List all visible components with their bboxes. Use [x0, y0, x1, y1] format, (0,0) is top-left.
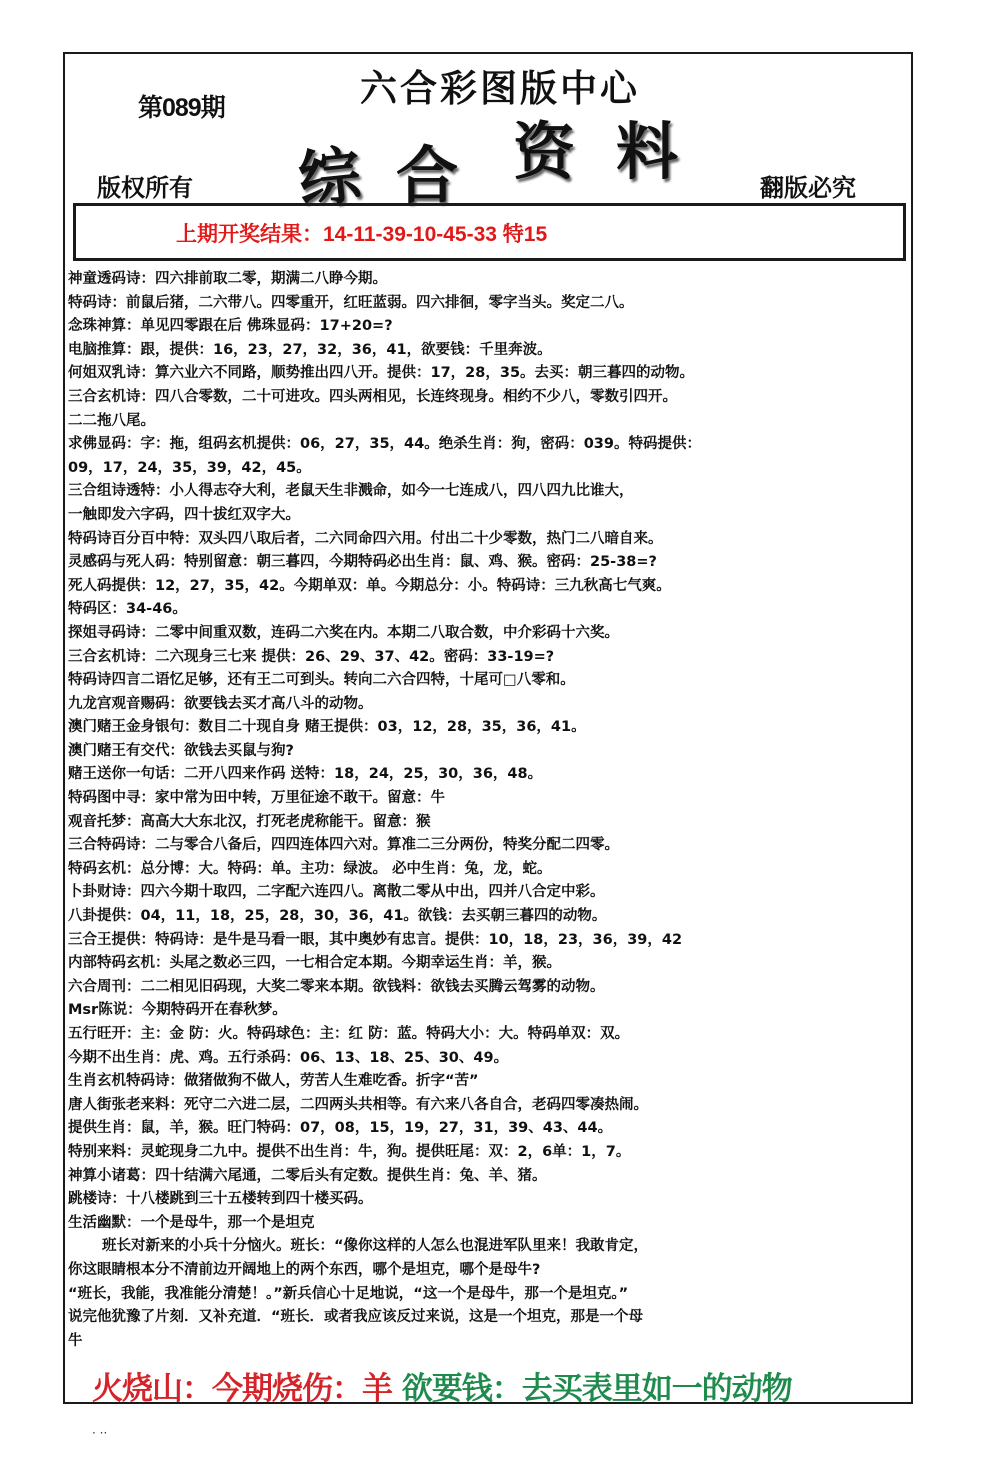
publisher-title: 六合彩图版中心: [360, 66, 640, 110]
text-line: 电脑推算：跟，提供：16，23，27，32，36，41，欲要钱：千里奔波。: [68, 341, 552, 358]
text-line: 特码图中寻：家中常为田中转，万里征途不敢干。留意：牛: [68, 790, 445, 807]
text-line: 二二拖八尾。: [68, 412, 155, 429]
text-line: Msr陈说：今期特码开在春秋梦。: [68, 1002, 287, 1019]
main-title-char: 资: [513, 115, 576, 188]
story-line: “班长，我能，我准能分清楚！。”新兵信心十足地说，“这一个是母牛，那一个是坦克。”: [68, 1285, 629, 1302]
text-line: 三合组诗透特：小人得志夺大利，老鼠天生非溅命，如今一七连成八，四八四九比谁大，: [68, 483, 634, 500]
footer-green-text: 欲要钱：去买表里如一的动物: [401, 1371, 792, 1407]
text-line: 生活幽默：一个是母牛，那一个是坦克: [68, 1214, 315, 1231]
footer-banner: [92, 1363, 792, 1408]
issue-number: 第089期: [138, 94, 225, 122]
text-line: 09，17，24，35，39，42，45。: [68, 459, 311, 476]
text-line: 澳门赌王有交代：欲钱去买鼠与狗?: [68, 742, 294, 759]
main-title-char: 综: [294, 137, 365, 218]
content-lines: [68, 268, 908, 1353]
text-line: 六合周刊：二二相见旧码现，大奖二零来本期。欲钱料：欲钱去买腾云驾雾的动物。: [68, 978, 605, 995]
story-line: 说完他犹豫了片刻．又补充道．“班长．或者我应该反过来说，这是一个坦克，那是一个母: [68, 1309, 644, 1326]
text-line: 特别来料：灵蛇现身二九中。提供不出生肖：牛，狗。提供旺尾：双：2，6单：1，7。: [68, 1143, 631, 1160]
text-line: 探姐寻码诗：二零中间重双数，连码二六奖在内。本期二八取合数，中介彩码十六奖。: [68, 624, 619, 641]
story-line: 牛: [68, 1332, 83, 1349]
text-line: 三合玄机诗：二六现身三七来 提供：26、29、37、42。密码：33-19=?: [68, 648, 555, 665]
text-line: 特码玄机：总分博：大。特码：单。主功：绿波。 必中生肖：兔，龙，蛇。: [68, 860, 552, 877]
text-line: 提供生肖：鼠，羊，猴。旺门特码：07，08，15，19，27，31，39、43、44。: [68, 1120, 613, 1137]
story-line: 你这眼睛根本分不清前边开阔地上的两个东西，哪个是坦克，哪个是母牛?: [68, 1261, 541, 1278]
text-line: 死人码提供：12，27，35，42。今期单双：单。今期总分：小。特码诗：三九秋高七气爽。: [68, 577, 671, 594]
text-line: 内部特码玄机：头尾之数必三四，一七相合定本期。今期幸运生肖：羊，猴。: [68, 955, 561, 972]
text-line: 五行旺开：主：金 防：火。特码球色：主：红 防：蓝。特码大小：大。特码单双：双。: [68, 1026, 630, 1042]
text-line: 九龙宫观音赐码：欲要钱去买才高八斗的动物。: [68, 695, 373, 712]
text-line: 生肖玄机特码诗：做猪做狗不做人，劳苦人生难吃香。折字“苦”: [68, 1073, 479, 1090]
text-line: 今期不出生肖：虎、鸡。五行杀码：06、13、18、25、30、49。: [68, 1049, 509, 1066]
main-title-char: 料: [616, 115, 679, 188]
text-line: 跳楼诗：十八楼跳到三十五楼转到四十楼买码。: [68, 1191, 373, 1208]
text-line: 澳门赌王金身银句：数目二十现自身 赌王提供：03，12，28，35，36，41。: [68, 719, 586, 736]
text-line: 灵感码与死人码：特别留意：朝三暮四，今期特码必出生肖：鼠、鸡、猴。密码：25-38=?: [68, 554, 657, 571]
text-line: 三合特码诗：二与零合八备后，四四连体四六对。算准二三分两份，特奖分配二四零。: [68, 837, 619, 854]
text-line: 特码区：34-46。: [68, 601, 187, 618]
text-line: 特码诗百分百中特：双头四八取后者，二六同命四六用。付出二十少零数，热门二八暗自来。: [68, 530, 663, 547]
story-line: 班长对新来的小兵十分恼火。班长：“像你这样的人怎么也混进军队里来！我敢肯定，: [102, 1238, 649, 1255]
text-line: 三合玄机诗：四八合零数，二十可进攻。四头两相见，长连终现身。相约不少八，零数引四开。: [68, 388, 677, 405]
text-line: 特码诗四言二语忆足够，还有王二可到头。转向二六合四特，十尾可□八零和。: [68, 672, 575, 689]
text-line: 求佛显码：字：拖，组码玄机提供：06，27，35，44。绝杀生肖：狗，密码：039。特码提供：: [68, 436, 701, 453]
footer-red-text: 火烧山：今期烧伤：羊: [92, 1371, 392, 1407]
trailing-marks: · ··: [92, 1426, 108, 1440]
last-result-text: 上期开奖结果：14-11-39-10-45-33 特15: [176, 223, 548, 246]
text-line: 神算小诸葛：四十结满六尾通，二零后头有定数。提供生肖：兔、羊、猪。: [68, 1167, 547, 1184]
text-line: 卜卦财诗：四六今期十取四，二字配六连四八。离散二零从中出，四并八合定中彩。: [68, 884, 605, 901]
text-line: 八卦提供：04，11，18，25，28，30，36，41。欲钱：去买朝三暮四的动物。: [68, 908, 607, 925]
last-result-box: [73, 203, 906, 261]
text-line: 观音托梦：高高大大东北汉，打死老虎称能干。留意：猴: [68, 813, 431, 830]
text-line: 一触即发六字码，四十拔红双字大。: [68, 506, 300, 523]
text-line: 三合王提供：特码诗：是牛是马看一眼，其中奥妙有忠言。提供：10，18，23，36，39，42: [68, 931, 683, 948]
text-line: 赌王送你一句话：二开八四来作码 送特：18，24，25，30，36，48。: [68, 766, 543, 783]
text-line: 念珠神算：单见四零跟在后 佛珠显码：17+20=?: [68, 318, 393, 335]
text-line: 唐人街张老来料：死守二六进二层，二四两头共相等。有六来八各自合，老码四零凑热闹。: [68, 1096, 648, 1113]
text-line: 何姐双乳诗：算六业六不同路，顺势推出四八开。提供：17，28，35。去买：朝三暮四的动物。: [68, 365, 695, 382]
text-line: 特码诗：前鼠后猪，二六带八。四零重开，红旺蓝弱。四六排徊，零字当头。奖定二八。: [68, 294, 634, 311]
main-title-char: 合: [396, 139, 459, 212]
piracy-notice: 翻版必究: [760, 173, 856, 202]
copyright-notice: 版权所有: [97, 173, 193, 202]
main-title: [294, 108, 728, 218]
text-line: 神童透码诗：四六排前取二零，期满二八睁今期。: [68, 271, 387, 287]
